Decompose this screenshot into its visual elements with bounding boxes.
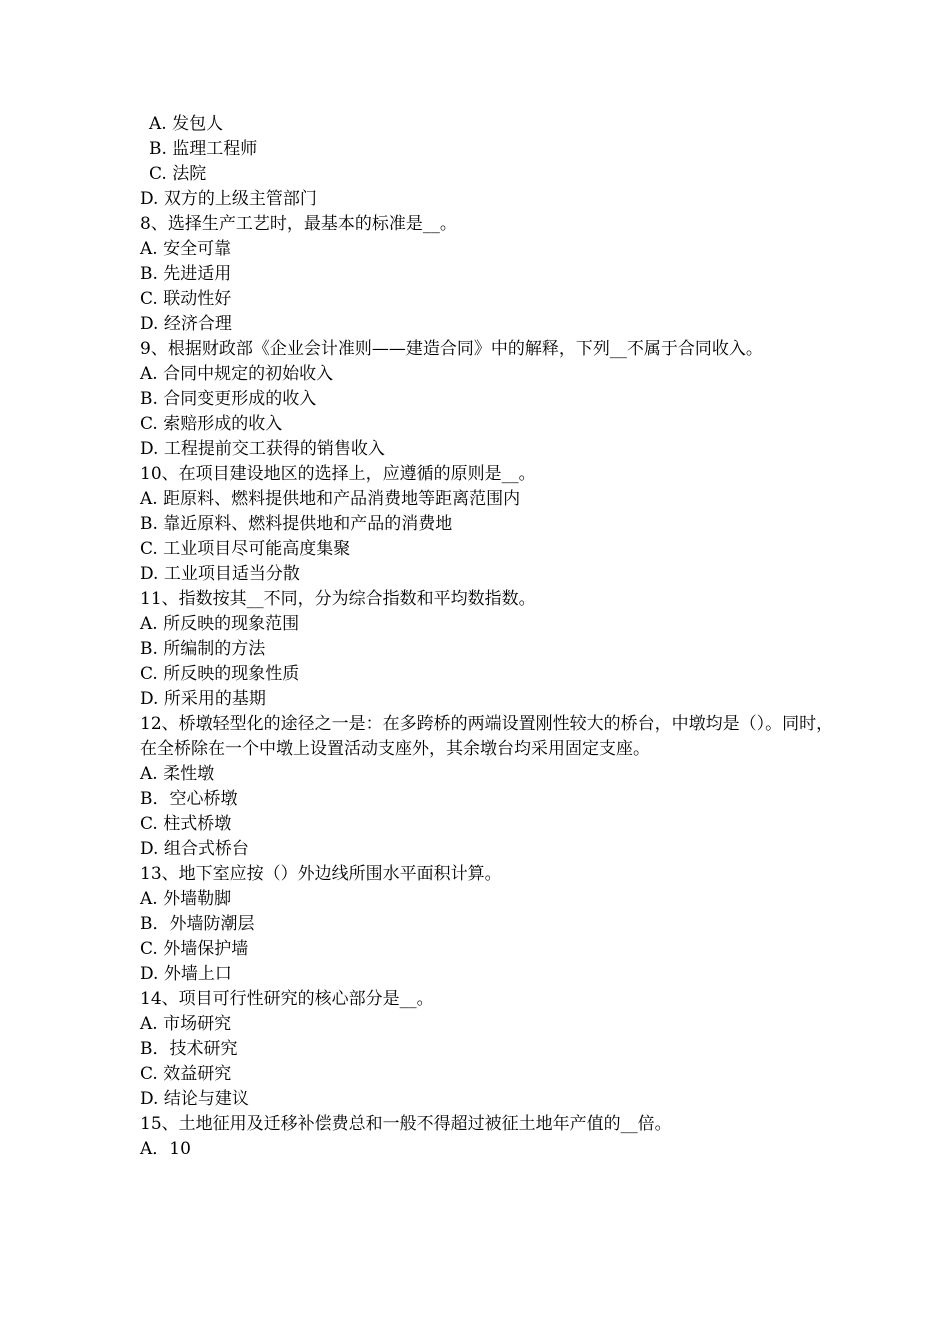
option-c: C. 柱式桥墩	[140, 814, 232, 834]
option-b: B．外墙防潮层	[140, 914, 255, 934]
question-11: 11、指数按其__不同，分为综合指数和平均数指数。	[140, 589, 536, 609]
option-a: A. 所反映的现象范围	[140, 614, 300, 634]
option-c: C. 工业项目尽可能高度集聚	[140, 539, 351, 559]
question-10: 10、在项目建设地区的选择上，应遵循的原则是__。	[140, 464, 536, 484]
question-15: 15、土地征用及迁移补偿费总和一般不得超过被征土地年产值的__倍。	[140, 1114, 672, 1134]
option-a: A. 发包人	[149, 114, 224, 134]
question-8: 8、选择生产工艺时，最基本的标准是__。	[140, 214, 457, 234]
option-d: D. 工业项目适当分散	[140, 564, 300, 584]
option-b: B. 合同变更形成的收入	[140, 389, 317, 409]
option-d: D. 工程提前交工获得的销售收入	[140, 439, 385, 459]
option-a: A. 合同中规定的初始收入	[140, 364, 334, 384]
option-a: A. 柔性墩	[140, 764, 215, 784]
option-b: B. 先进适用	[140, 264, 232, 284]
option-a: A. 距原料、燃料提供地和产品消费地等距离范围内	[140, 489, 521, 509]
option-b: B．空心桥墩	[140, 789, 238, 809]
question-list	[140, 112, 840, 1162]
option-c: C. 外墙保护墙	[140, 939, 249, 959]
question-14: 14、项目可行性研究的核心部分是__。	[140, 989, 434, 1009]
option-c: C. 所反映的现象性质	[140, 664, 300, 684]
option-d: D. 外墙上口	[140, 964, 232, 984]
option-c: C. 法院	[149, 164, 207, 184]
option-a: A. 外墙勒脚	[140, 889, 232, 909]
option-b: B. 靠近原料、燃料提供地和产品的消费地	[140, 514, 453, 534]
question-13: 13、地下室应按（）外边线所围水平面积计算。	[140, 864, 502, 884]
option-b: B．技术研究	[140, 1039, 238, 1059]
question-12: 12、桥墩轻型化的途径之一是：在多跨桥的两端设置刚性较大的桥台，中墩均是（）。同时，在全桥除在一个中墩上设置活动支座外，其余墩台均采用固定支座。	[140, 714, 834, 759]
option-c: C. 索赔形成的收入	[140, 414, 283, 434]
option-c: C. 联动性好	[140, 289, 232, 309]
option-b: B. 监理工程师	[149, 139, 258, 159]
option-b: B. 所编制的方法	[140, 639, 266, 659]
option-d: D. 组合式桥台	[140, 839, 249, 859]
option-a: A．10	[140, 1139, 191, 1159]
option-d: D. 双方的上级主管部门	[140, 189, 317, 209]
option-d: D. 所采用的基期	[140, 689, 266, 709]
option-c: C. 效益研究	[140, 1064, 232, 1084]
option-a: A. 市场研究	[140, 1014, 232, 1034]
question-9: 9、根据财政部《企业会计准则——建造合同》中的解释，下列__不属于合同收入。	[140, 339, 763, 359]
option-a: A. 安全可靠	[140, 239, 232, 259]
option-d: D. 经济合理	[140, 314, 232, 334]
option-d: D. 结论与建议	[140, 1089, 249, 1109]
